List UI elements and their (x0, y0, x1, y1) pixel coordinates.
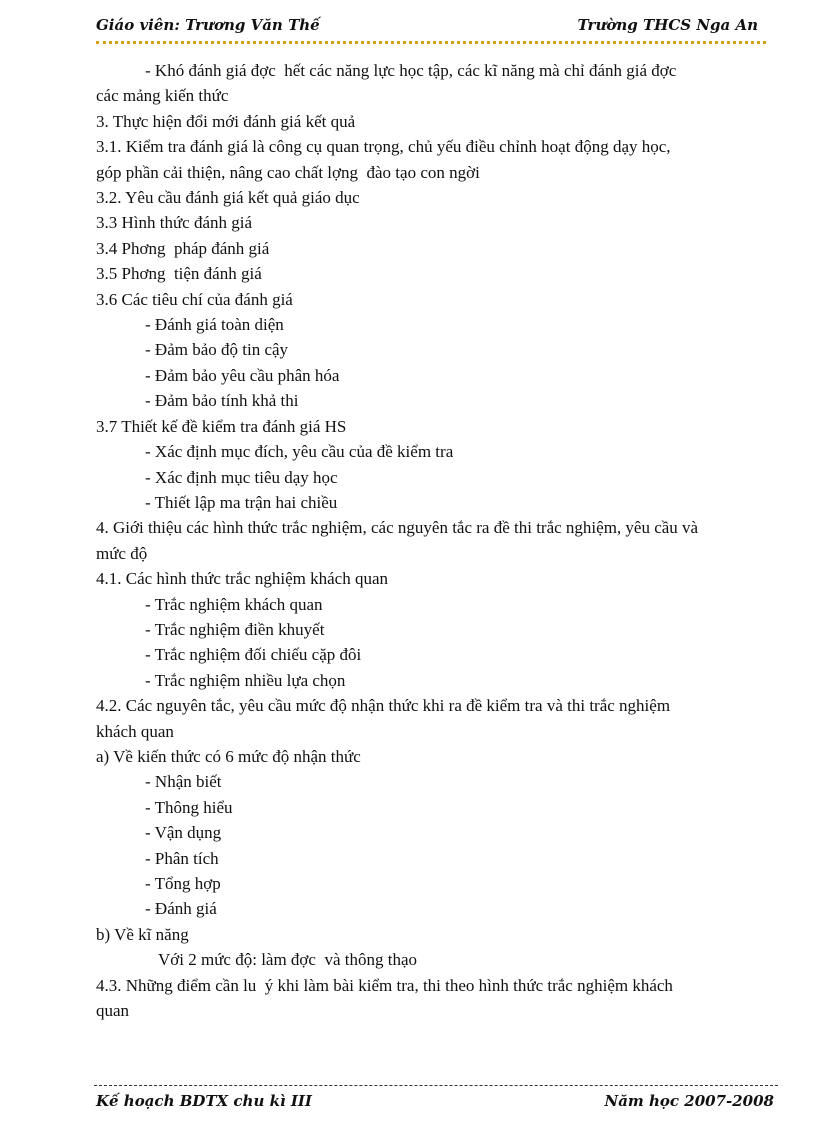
text-line: - Phân tích (145, 848, 219, 868)
header-divider (96, 41, 766, 44)
text-line: góp phần cải thiện, nâng cao chất lợng đào tạo con ngời (96, 162, 480, 182)
text-line: mức độ (96, 543, 148, 563)
text-line: - Trắc nghiệm nhiều lựa chọn (145, 670, 346, 690)
text-line: 3.6 Các tiêu chí của đánh giá (96, 289, 293, 309)
text-line: 3. Thực hiện đổi mới đánh giá kết quả (96, 111, 356, 131)
text-line: - Đảm bảo tính khả thi (145, 391, 299, 411)
text-line: - Xác định mục tiêu dạy học (145, 467, 338, 487)
text-line: - Đảm bảo độ tin cậy (145, 340, 289, 360)
text-line: quan (96, 1001, 130, 1021)
text-line: - Nhận biết (145, 772, 222, 792)
text-line: - Đánh giá (145, 899, 217, 919)
text-line: - Khó đánh giá đợc hết các năng lực học tập, các kĩ năng mà chỉ đánh giá đợc (145, 61, 677, 80)
text-line: 4.2. Các nguyên tắc, yêu cầu mức độ nhận thức khi ra đề kiểm tra và thi trắc nghiệm (96, 696, 671, 716)
document-body (96, 58, 776, 1023)
text-line: - Đánh giá toàn diện (145, 315, 284, 335)
text-line: a) Về kiến thức có 6 mức độ nhận thức (96, 746, 361, 766)
text-line: 3.4 Phơng pháp đánh giá (96, 238, 270, 258)
text-line: - Đảm bảo yêu cầu phân hóa (145, 365, 340, 385)
footer-divider (94, 1085, 778, 1086)
page-header (96, 16, 758, 38)
text-line: 3.2. Yêu cầu đánh giá kết quả giáo dục (96, 188, 360, 208)
text-line: 4.1. Các hình thức trắc nghiệm khách quan (96, 569, 388, 589)
text-line: Với 2 mức độ: làm đợc và thông thạo (158, 950, 418, 970)
text-line: 4.3. Những điểm cần lu ý khi làm bài kiểm tra, thi theo hình thức trắc nghiệm khách (96, 975, 673, 995)
text-line: 3.5 Phơng tiện đánh giá (96, 264, 262, 284)
text-line: 3.3 Hình thức đánh giá (96, 213, 253, 233)
text-line: 3.1. Kiểm tra đánh giá là công cụ quan trọng, chủ yếu điều chỉnh hoạt động dạy học, (96, 137, 671, 157)
header-school: Trường THCS Nga An (577, 16, 758, 34)
footer-plan-title: Kế hoạch BDTX chu kì III (96, 1092, 312, 1110)
text-line: - Trắc nghiệm đối chiếu cặp đôi (145, 645, 362, 665)
text-line: - Vận dụng (145, 823, 222, 843)
header-teacher: Giáo viên: Trương Văn Thế (96, 16, 320, 34)
footer-school-year: Năm học 2007-2008 (604, 1092, 774, 1110)
text-line: khách quan (96, 721, 174, 741)
text-line: - Tổng hợp (145, 874, 221, 893)
text-line: - Thiết lập ma trận hai chiều (145, 492, 338, 512)
text-line: - Xác định mục đích, yêu cầu của đề kiểm tra (145, 442, 454, 462)
text-line: 4. Giới thiệu các hình thức trắc nghiệm, các nguyên tắc ra đề thi trắc nghiệm, yêu cầu và (96, 518, 699, 538)
text-line: b) Về kĩ năng (96, 924, 189, 944)
text-line: - Thông hiểu (145, 797, 233, 817)
text-line: - Trắc nghiệm điền khuyết (145, 619, 325, 639)
text-line: các mảng kiến thức (96, 86, 229, 106)
text-line: 3.7 Thiết kế đề kiểm tra đánh giá HS (96, 416, 347, 436)
text-line: - Trắc nghiệm khách quan (145, 594, 323, 614)
page-footer (96, 1092, 774, 1112)
